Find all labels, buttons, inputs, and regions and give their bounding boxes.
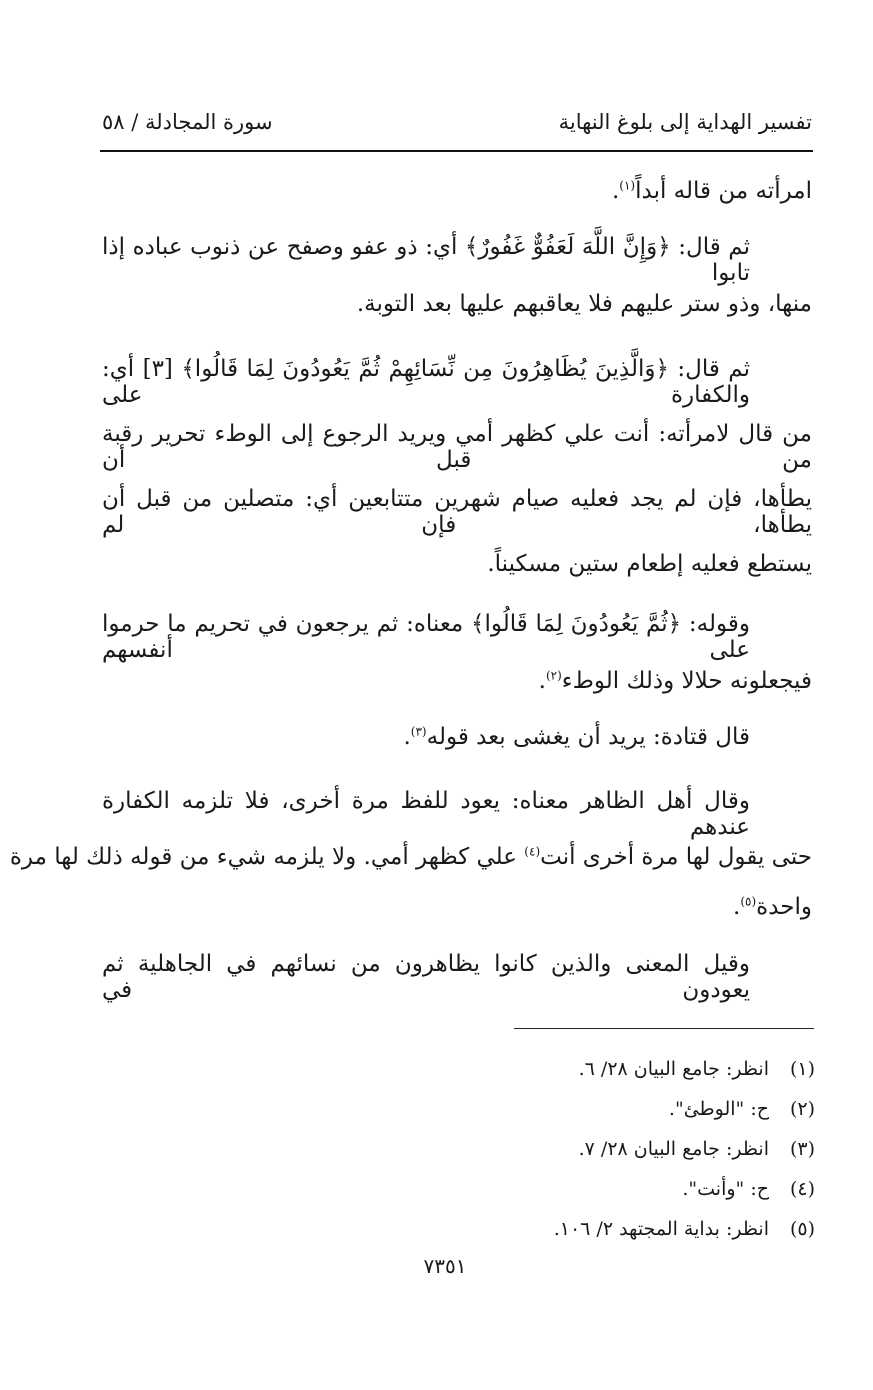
footnote-number: (٢) (789, 1098, 815, 1120)
footnote-text: انظر: بداية المجتهد ٢/ ١٠٦. (553, 1218, 769, 1240)
footnote-number: (٥) (789, 1218, 815, 1240)
footnote-ref[interactable]: (٣) (410, 724, 427, 739)
text-line: يطأها، فإن لم يجد فعليه صيام شهرين متتابعين أي: متصلين من قبل أن يطأها، فإن لم (102, 486, 812, 538)
text-line: وقال أهل الظاهر معناه: يعود للفظ مرة أخرى، فلا تلزمه الكفارة عندهم (102, 788, 750, 840)
text-line: يستطع فعليه إطعام ستين مسكيناً. (487, 551, 812, 577)
running-header (102, 110, 812, 144)
footnote-number: (٣) (789, 1138, 815, 1160)
book-title: تفسير الهداية إلى بلوغ النهاية (558, 110, 812, 134)
header-divider (100, 150, 813, 152)
text-line: حتى يقول لها مرة أخرى أنت$^{(٤)}$ علي كظهر أمي. ولا يلزمه شيء من قوله ذلك لها مرة (9, 844, 812, 870)
footnote-text: ح: "الوطئ". (668, 1098, 769, 1120)
text-line: ثم قال: ﴿وَالَّذِينَ يُظَاهِرُونَ مِن نِّسَائِهِمْ ثُمَّ يَعُودُونَ لِمَا قَالُوا﴾ [٣] أي: والكفارة على (102, 356, 750, 408)
footnote-item (300, 1058, 815, 1080)
footnote-item (300, 1138, 815, 1160)
text-line: امرأته من قاله أبداً$^{(١)}$. (611, 178, 812, 204)
footnote-ref[interactable]: (٥) (740, 894, 757, 909)
footnote-item (300, 1218, 815, 1240)
text-line: فيجعلونه حلالا وذلك الوطء$^{(٢)}$. (538, 668, 812, 694)
text-line: وقوله: ﴿ثُمَّ يَعُودُونَ لِمَا قَالُوا﴾ معناه: ثم يرجعون في تحريم ما حرموا على أنفسهم (102, 611, 750, 663)
text-line: واحدة$^{(٥)}$. (733, 894, 812, 920)
text-line: قال قتادة: يريد أن يغشى بعد قوله$^{(٣)}$. (403, 724, 750, 750)
text-line: وقيل المعنى والذين كانوا يظاهرون من نسائهم في الجاهلية ثم يعودون في (102, 951, 750, 1003)
footnote-ref[interactable]: (١) (619, 178, 636, 193)
footnote-divider (514, 1028, 814, 1029)
footnote-number: (٤) (789, 1178, 815, 1200)
surah-page-label: سورة المجادلة / ٥٨ (102, 110, 273, 134)
footnote-item (300, 1178, 815, 1200)
text-line: منها، وذو ستر عليهم فلا يعاقبهم عليها بعد التوبة. (356, 291, 812, 317)
footnote-ref[interactable]: (٢) (545, 668, 562, 683)
footnote-item (300, 1098, 815, 1120)
footnote-text: انظر: جامع البيان ٢٨/ ٦. (578, 1058, 769, 1080)
footnote-number: (١) (789, 1058, 815, 1080)
footnote-text: انظر: جامع البيان ٢٨/ ٧. (578, 1138, 769, 1160)
text-line: ثم قال: ﴿وَإِنَّ اللَّهَ لَعَفُوٌّ غَفُورٌ﴾ أي: ذو عفو وصفح عن ذنوب عباده إذا تابوا (102, 234, 750, 286)
footnote-ref[interactable]: (٤) (524, 844, 541, 859)
page-number: ٧٣٥١ (423, 1254, 467, 1278)
text-line: من قال لامرأته: أنت علي كظهر أمي ويريد الرجوع إلى الوطء تحرير رقبة من قبل أن (102, 421, 812, 473)
footnote-text: ح: "وأنت". (682, 1178, 769, 1200)
